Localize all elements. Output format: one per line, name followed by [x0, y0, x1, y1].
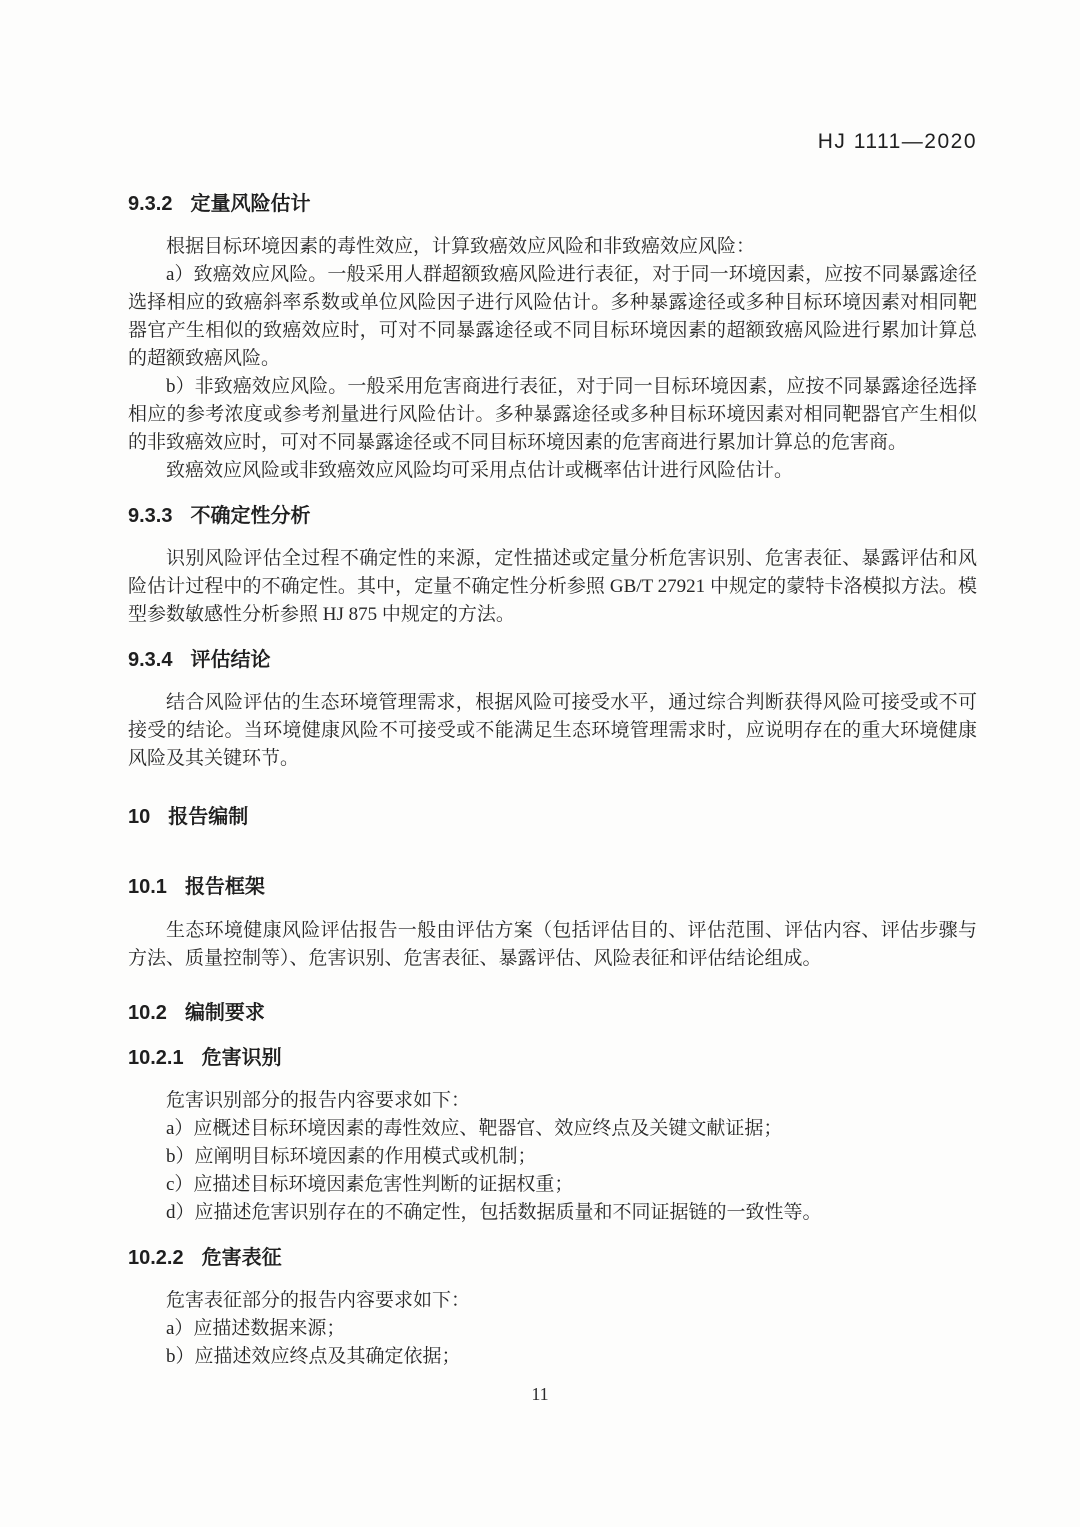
- section-number: 9.3.3: [128, 505, 173, 527]
- section-title: 危害识别: [201, 1047, 282, 1069]
- section-heading-9-3-4: [128, 646, 977, 674]
- list-item-a: a）应描述数据来源；: [166, 1318, 346, 1339]
- paragraph: 致癌效应风险或非致癌效应风险均可采用点估计或概率估计进行风险估计。: [166, 460, 794, 481]
- section-title: 危害表征: [201, 1247, 282, 1269]
- section-heading-10-2: [128, 999, 977, 1027]
- section-title: 不确定性分析: [190, 505, 311, 527]
- list-item-a: a）应概述目标环境因素的毒性效应、靶器官、效应终点及关键文献证据；: [166, 1118, 783, 1139]
- section-number: 10.2.2: [128, 1247, 184, 1269]
- paragraph: 危害表征部分的报告内容要求如下：: [166, 1290, 471, 1311]
- section-heading-9-3-3: [128, 502, 977, 530]
- section-number: 9.3.4: [128, 649, 173, 671]
- paragraph: 识别风险评估全过程不确定性的来源，定性描述或定量分析危害识别、危害表征、暴露评估和风险估计过程中的不确定性。其中，定量不确定性分析参照 GB/T 27921 中规定的蒙特卡洛模拟方法。模型参数敏感性分析参照 HJ 875 中规定的方法。: [128, 548, 977, 625]
- section-heading-10-2-1: [128, 1044, 977, 1072]
- section-number: 10.2: [128, 1002, 167, 1024]
- paragraph: 结合风险评估的生态环境管理需求，根据风险可接受水平，通过综合判断获得风险可接受或不可接受的结论。当环境健康风险不可接受或不能满足生态环境管理需求时，应说明存在的重大环境健康风险及其关键环节。: [128, 692, 977, 769]
- section-number: 10.1: [128, 876, 167, 898]
- section-number: 10.2.1: [128, 1047, 184, 1069]
- section-number: 9.3.2: [128, 193, 173, 215]
- section-heading-10-2-2: [128, 1244, 977, 1272]
- section-title: 评估结论: [190, 649, 271, 671]
- section-title: 定量风险估计: [190, 193, 311, 215]
- chapter-number: 10: [128, 806, 151, 828]
- paragraph: 生态环境健康风险评估报告一般由评估方案（包括评估目的、评估范围、评估内容、评估步骤与方法、质量控制等）、危害识别、危害表征、暴露评估、风险表征和评估结论组成。: [128, 920, 977, 969]
- paragraph: 根据目标环境因素的毒性效应，计算致癌效应风险和非致癌效应风险：: [166, 236, 756, 257]
- list-item-b: b）应描述效应终点及其确定依据；: [166, 1346, 461, 1367]
- section-title: 编制要求: [184, 1002, 265, 1024]
- section-heading-9-3-2: [128, 190, 977, 218]
- list-item-d: d）应描述危害识别存在的不确定性，包括数据质量和不同证据链的一致性等。: [166, 1202, 822, 1223]
- section-heading-10-1: [128, 873, 977, 901]
- chapter-heading-10: [128, 803, 977, 831]
- list-item-b: b）应阐明目标环境因素的作用模式或机制；: [166, 1146, 537, 1167]
- section-title: 报告框架: [184, 876, 265, 898]
- paragraph: 危害识别部分的报告内容要求如下：: [166, 1090, 471, 1111]
- paragraph: b）非致癌效应风险。一般采用危害商进行表征，对于同一目标环境因素，应按不同暴露途径选择相应的参考浓度或参考剂量进行风险估计。多种暴露途径或多种目标环境因素对相同靶器官产生相似的非致癌效应时，可对不同暴露途径或不同目标环境因素的危害商进行累加计算总的危害商。: [128, 376, 977, 453]
- list-item-c: c）应描述目标环境因素危害性判断的证据权重；: [166, 1174, 574, 1195]
- document-header: HJ 1111—2020: [817, 130, 977, 153]
- chapter-title: 报告编制: [168, 806, 249, 828]
- paragraph: a）致癌效应风险。一般采用人群超额致癌风险进行表征，对于同一环境因素，应按不同暴露途径选择相应的致癌斜率系数或单位风险因子进行风险估计。多种暴露途径或多种目标环境因素对相同靶器官产生相似的致癌效应时，可对不同暴露途径或不同目标环境因素的超额致癌风险进行累加计算总的超额致癌风险。: [128, 264, 977, 369]
- page-number: 11: [531, 1384, 549, 1404]
